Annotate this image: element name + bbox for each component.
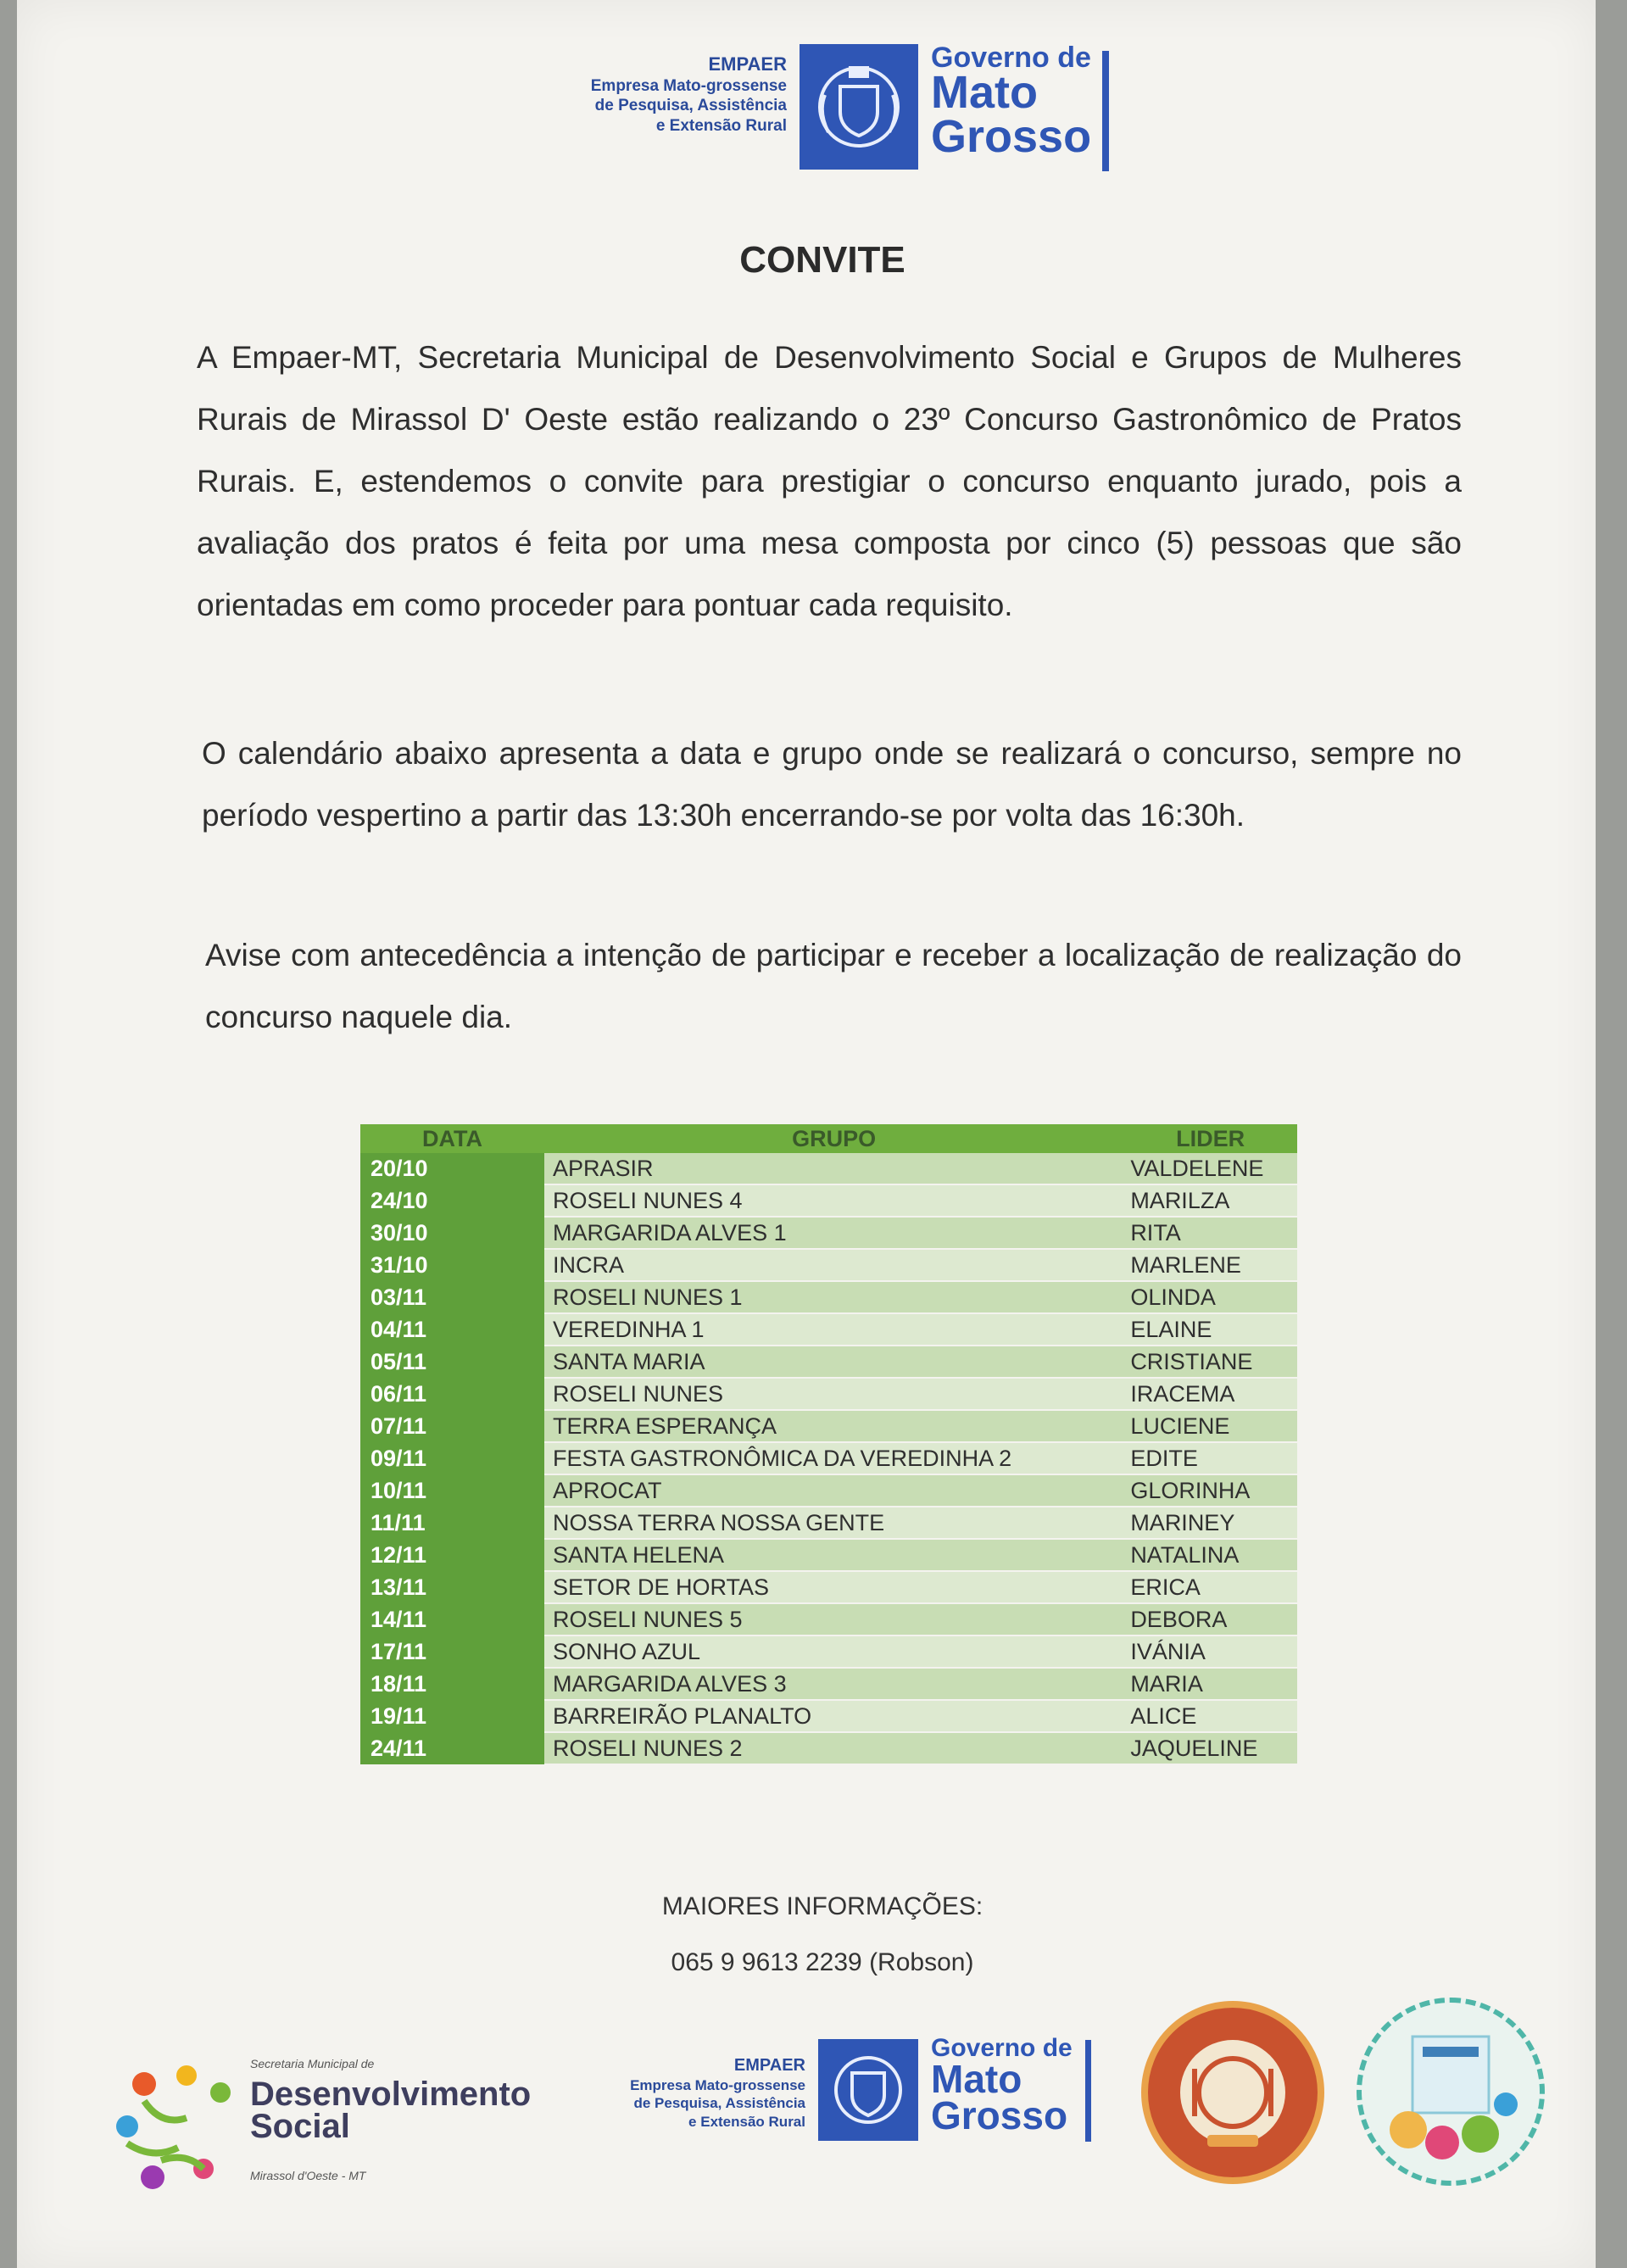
row-leader: ELAINE [1123,1313,1297,1346]
row-leader: DEBORA [1123,1603,1297,1636]
table-row [360,1507,1297,1539]
row-date: 30/10 [360,1217,544,1249]
row-leader: OLINDA [1123,1281,1297,1313]
secretaria-small-text: Secretaria Municipal de [250,2057,375,2070]
row-leader: ERICA [1123,1571,1297,1603]
mulheres-rurais-seal-icon [1357,1998,1545,2186]
row-date: 18/11 [360,1668,544,1700]
row-group: ROSELI NUNES 5 [544,1603,1123,1636]
row-date: 19/11 [360,1700,544,1732]
table-row [360,1474,1297,1507]
table-row [360,1539,1297,1571]
table-row [360,1153,1297,1184]
row-leader: ALICE [1123,1700,1297,1732]
footer-coat-of-arms-icon [818,2039,918,2141]
row-group: MARGARIDA ALVES 3 [544,1668,1123,1700]
footer-empaer-line3: e Extensão Rural [688,2113,805,2130]
row-group: SANTA HELENA [544,1539,1123,1571]
page-title: CONVITE [739,239,905,281]
row-group: ROSELI NUNES 1 [544,1281,1123,1313]
footer-gov-line3: Grosso [931,2093,1068,2138]
row-leader: CRISTIANE [1123,1346,1297,1378]
row-date: 03/11 [360,1281,544,1313]
row-date: 20/10 [360,1153,544,1184]
empaer-logo-text [507,53,787,137]
people-circle-icon [110,2059,246,2194]
row-date: 06/11 [360,1378,544,1410]
desenv-city-text: Mirassol d'Oeste - MT [250,2169,366,2182]
header-group: GRUPO [544,1124,1123,1153]
row-leader: IVÁNIA [1123,1636,1297,1668]
row-group: INCRA [544,1249,1123,1281]
table-header-row [360,1124,1297,1153]
row-leader: MARIA [1123,1668,1297,1700]
row-group: VEREDINHA 1 [544,1313,1123,1346]
row-group: BARREIRÃO PLANALTO [544,1700,1123,1732]
paragraph-notice: Avise com antecedência a intenção de participar e receber a localização de realização do concurso naquele dia. [205,938,1462,1034]
row-date: 10/11 [360,1474,544,1507]
row-group: SETOR DE HORTAS [544,1571,1123,1603]
header-leader: LIDER [1123,1124,1297,1153]
governo-logo-text [931,42,1092,162]
table-row [360,1571,1297,1603]
contact-heading: MAIORES INFORMAÇÕES: [661,1892,983,1920]
footer-empaer-line2: de Pesquisa, Assistência [633,2095,805,2112]
empaer-line1: Empresa Mato-grossense [590,76,787,95]
paragraph-calendar: O calendário abaixo apresenta a data e grupo onde se realizará o concurso, sempre no período vespertino a partir das 13:30h encerrando-se por volta das 16:30h. [202,736,1462,833]
row-group: ROSELI NUNES 2 [544,1732,1123,1764]
row-group: MARGARIDA ALVES 1 [544,1217,1123,1249]
footer-gov-line1: Governo de [931,2034,1073,2062]
row-group: SONHO AZUL [544,1636,1123,1668]
row-group: ROSELI NUNES [544,1378,1123,1410]
footer-empaer-logo [577,2035,1119,2145]
table-row [360,1184,1297,1217]
row-leader: MARLENE [1123,1249,1297,1281]
gov-line2: Mato [931,67,1038,119]
gov-line3: Grosso [931,110,1092,162]
footer-empaer-text [577,2055,805,2131]
coat-of-arms-icon [800,44,918,170]
gov-line1: Governo de [931,42,1091,74]
contact-phone: 065 9 9613 2239 (Robson) [671,1948,974,1976]
row-date: 31/10 [360,1249,544,1281]
row-group: APROCAT [544,1474,1123,1507]
row-group: SANTA MARIA [544,1346,1123,1378]
table-row [360,1281,1297,1313]
row-date: 09/11 [360,1442,544,1474]
table-row [360,1217,1297,1249]
row-leader: GLORINHA [1123,1474,1297,1507]
social-text: Social [250,2108,350,2145]
row-leader: EDITE [1123,1442,1297,1474]
footer-empaer-line1: Empresa Mato-grossense [630,2077,805,2093]
paragraph-intro: A Empaer-MT, Secretaria Municipal de Desenvolvimento Social e Grupos de Mulheres Rurais de Mirassol D' Oeste estão realizando o 23º Concurso Gastronômico de Pratos Rurais. E, estendemos o convite para prestigiar o concurso enquanto jurado, pois a avaliação dos pratos é feita por uma mesa composta por cinco (5) pessoas que são orientadas em como proceder para pontuar cada requisito. [197,340,1462,622]
row-leader: RITA [1123,1217,1297,1249]
table-row [360,1378,1297,1410]
concurso-seal-icon [1141,2001,1324,2184]
row-leader: LUCIENE [1123,1410,1297,1442]
table-row [360,1442,1297,1474]
row-date: 04/11 [360,1313,544,1346]
row-date: 07/11 [360,1410,544,1442]
row-leader: NATALINA [1123,1539,1297,1571]
row-group: APRASIR [544,1153,1123,1184]
table-row [360,1603,1297,1636]
table-row [360,1410,1297,1442]
table-row [360,1313,1297,1346]
table-row [360,1249,1297,1281]
footer-gov-accent-bar [1085,2040,1091,2142]
header-date: DATA [360,1124,544,1153]
footer-governo-text [931,2034,1073,2138]
footer-gov-line2: Mato [931,2056,1022,2101]
table-row [360,1700,1297,1732]
row-leader: VALDELENE [1123,1153,1297,1184]
table-row [360,1636,1297,1668]
footer-empaer-name: EMPAER [733,2056,805,2075]
row-date: 13/11 [360,1571,544,1603]
table-row [360,1732,1297,1764]
row-date: 24/10 [360,1184,544,1217]
row-date: 05/11 [360,1346,544,1378]
empaer-line3: e Extensão Rural [655,117,787,135]
row-leader: MARILZA [1123,1184,1297,1217]
row-leader: JAQUELINE [1123,1732,1297,1764]
document-page [17,0,1596,2268]
desenvolvimento-social-logo [110,2050,585,2203]
row-date: 24/11 [360,1732,544,1764]
row-date: 17/11 [360,1636,544,1668]
empaer-name: EMPAER [708,53,787,75]
row-date: 11/11 [360,1507,544,1539]
desenvolvimento-text: Desenvolvimento [250,2076,532,2113]
row-leader: IRACEMA [1123,1378,1297,1410]
schedule-table [360,1124,1297,1765]
row-date: 14/11 [360,1603,544,1636]
row-group: ROSELI NUNES 4 [544,1184,1123,1217]
row-group: FESTA GASTRONÔMICA DA VEREDINHA 2 [544,1442,1123,1474]
row-group: NOSSA TERRA NOSSA GENTE [544,1507,1123,1539]
table-row [360,1668,1297,1700]
row-group: TERRA ESPERANÇA [544,1410,1123,1442]
empaer-line2: de Pesquisa, Assistência [594,97,787,115]
table-row [360,1346,1297,1378]
row-date: 12/11 [360,1539,544,1571]
header-logo [507,44,1117,180]
row-leader: MARINEY [1123,1507,1297,1539]
gov-accent-bar [1102,51,1109,171]
